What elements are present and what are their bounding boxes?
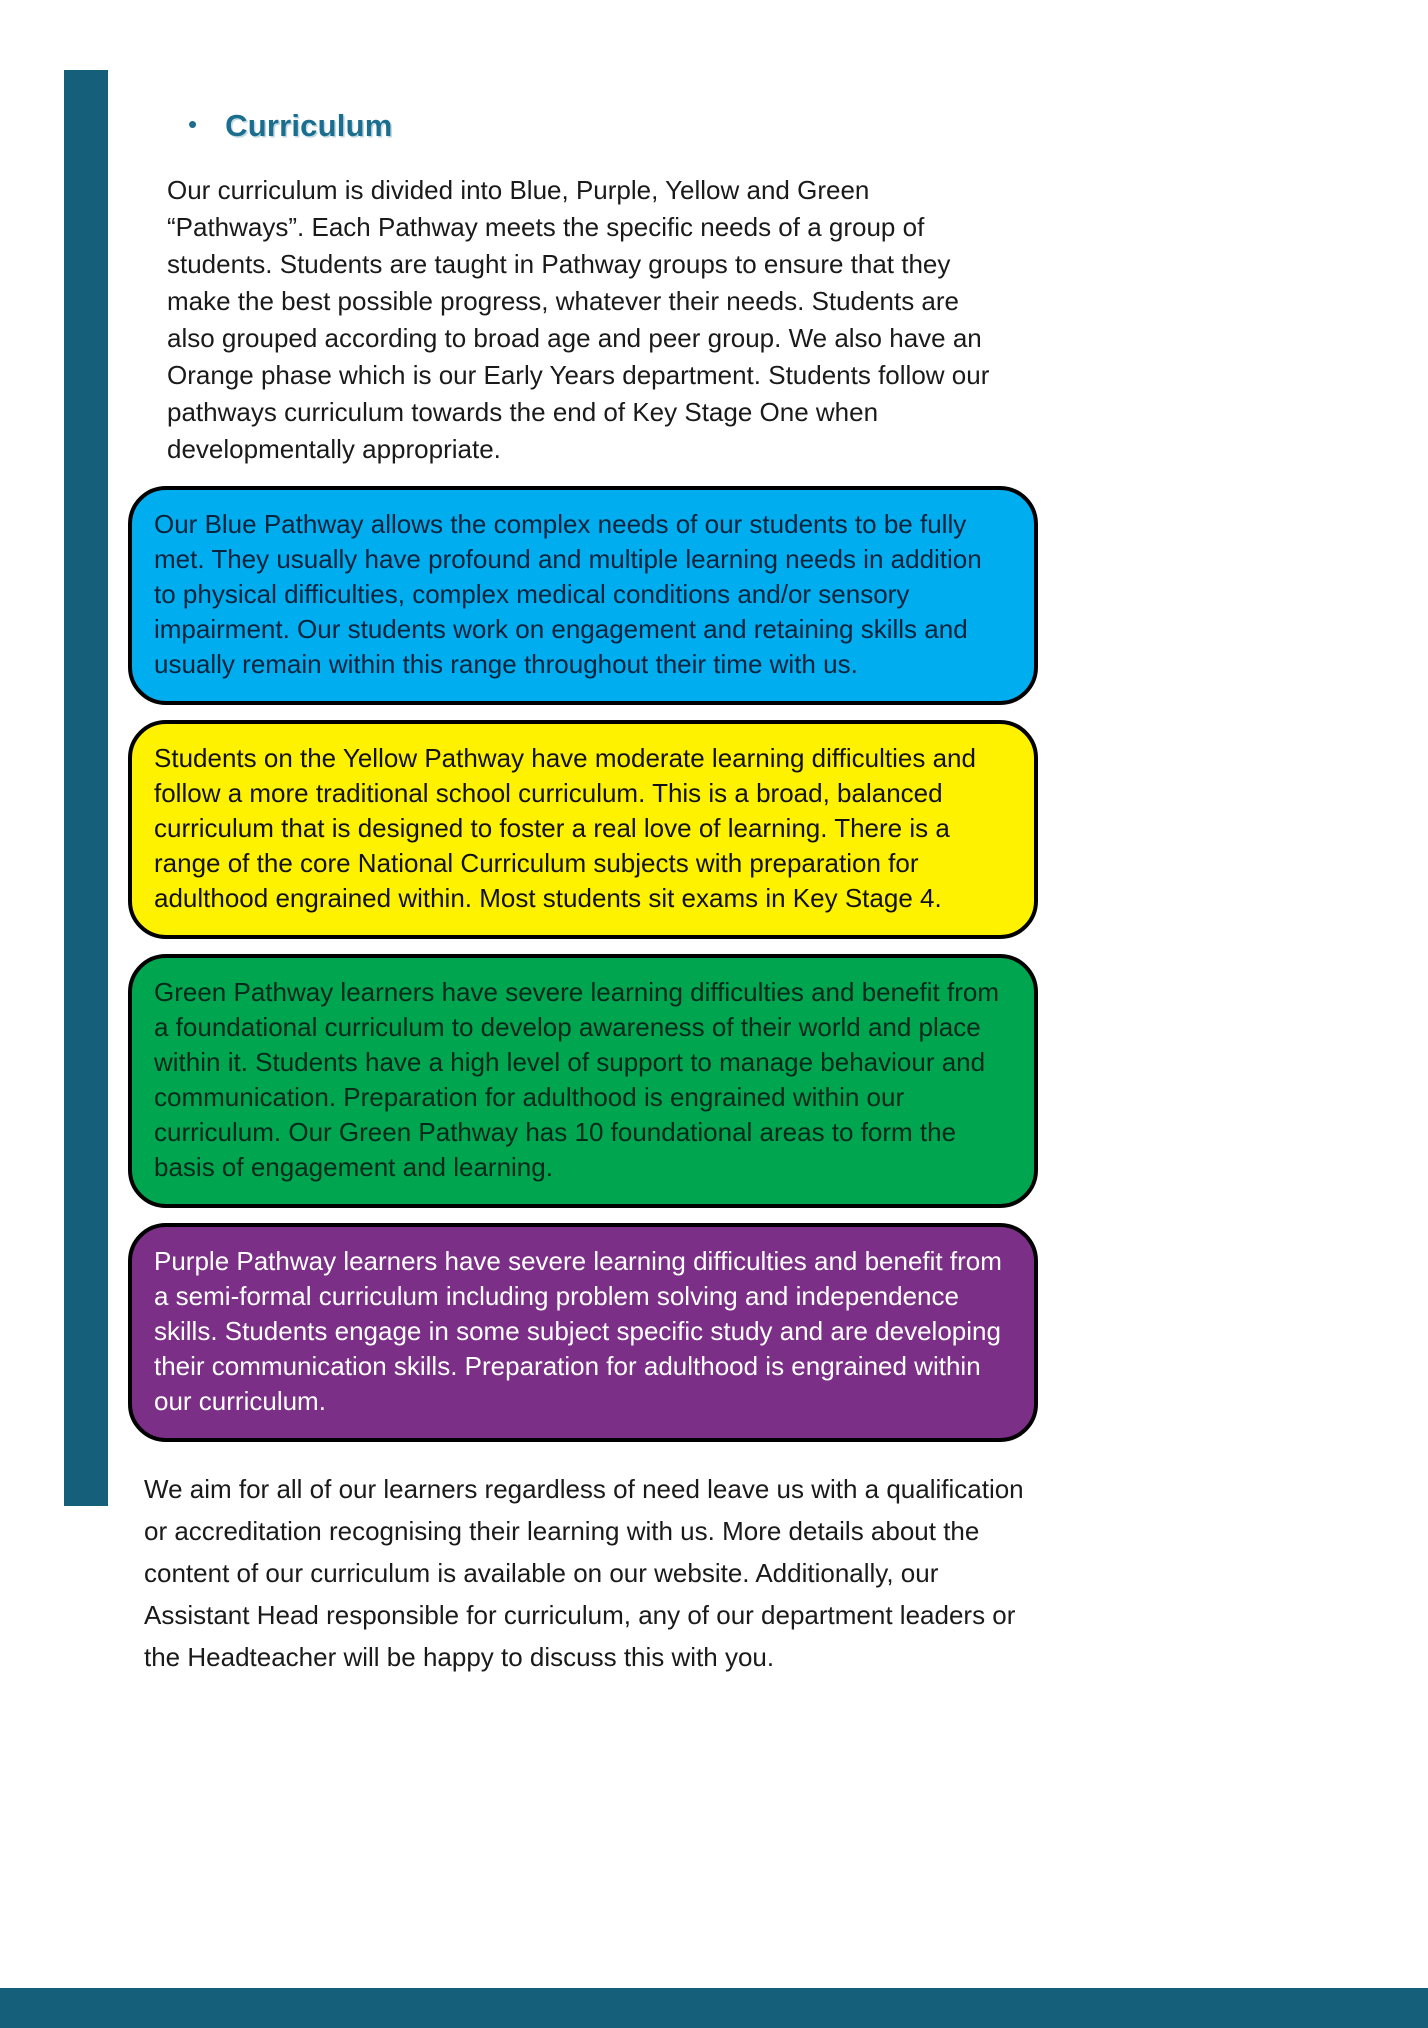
- page-title: Curriculum: [225, 108, 393, 143]
- blue-pathway-box: [128, 486, 1038, 705]
- yellow-pathway-text: Students on the Yellow Pathway have moderate learning difficulties and follow a more traditional school curriculum. This is a broad, balanced curriculum that is designed to foster a real love of learning. There is a range of the core National Curriculum subjects with preparation for adulthood engrained within. Most students sit exams in Key Stage 4.: [154, 743, 976, 913]
- bullet-icon: •: [188, 109, 198, 139]
- left-accent-bar: [64, 70, 108, 1506]
- yellow-pathway-box: [128, 720, 1038, 939]
- bottom-accent-bar: [0, 1988, 1428, 2028]
- purple-pathway-box: [128, 1223, 1038, 1442]
- closing-paragraph: We aim for all of our learners regardless of need leave us with a qualification or accreditation recognising their learning with us. More details about the content of our curriculum is available on our website. Additionally, our Assistant Head responsible for curriculum, any of our department leaders or the Headteacher will be happy to discuss this with you.: [144, 1474, 1024, 1672]
- page-content: [128, 108, 1038, 1678]
- section-heading: [128, 108, 1038, 144]
- purple-pathway-text: Purple Pathway learners have severe learning difficulties and benefit from a semi-formal curriculum including problem solving and independence skills. Students engage in some subject specific study and are developing their communication skills. Preparation for adulthood is engrained within our curriculum.: [154, 1246, 1002, 1416]
- blue-pathway-text: Our Blue Pathway allows the complex needs of our students to be fully met. They usually have profound and multiple learning needs in addition to physical difficulties, complex medical conditions and/or sensory impairment. Our students work on engagement and retaining skills and usually remain within this range throughout their time with us.: [154, 509, 982, 679]
- intro-paragraph: Our curriculum is divided into Blue, Purple, Yellow and Green “Pathways”. Each Pathway meets the specific needs of a group of students. Students are taught in Pathway groups to ensure that they make the best possible progress, whatever their needs. Students are also grouped according to broad age and peer group. We also have an Orange phase which is our Early Years department. Students follow our pathways curriculum towards the end of Key Stage One when developmentally appropriate.: [167, 175, 990, 464]
- green-pathway-box: [128, 954, 1038, 1208]
- green-pathway-text: Green Pathway learners have severe learning difficulties and benefit from a foundational curriculum to develop awareness of their world and place within it. Students have a high level of support to manage behaviour and communication. Preparation for adulthood is engrained within our curriculum. Our Green Pathway has 10 foundational areas to form the basis of engagement and learning.: [154, 977, 999, 1182]
